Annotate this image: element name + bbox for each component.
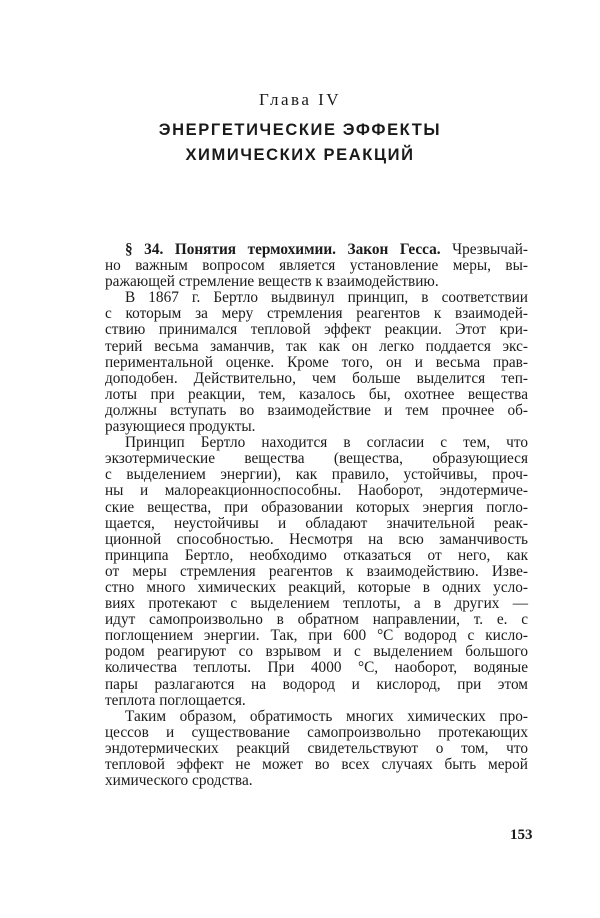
text-line: цессов и существование самопроизвольно протекающих [105, 723, 528, 741]
text-line: В 1867 г. Бертло выдвинул принцип, в соответствии [125, 289, 528, 307]
text-line: ционной способностью. Несмотря на всю заманчивость [105, 530, 528, 548]
text-line: родом реагируют со взрывом и с выделением большого [105, 643, 528, 661]
text-line: щается, неустойчивы и обладают значительной реак- [105, 514, 528, 532]
text-line: терий весьма заманчив, так как он легко поддается экс- [105, 337, 528, 355]
text-line: количества теплоты. При 4000 °С, наоборот, водяные [105, 659, 528, 677]
text-line: периментальной оценке. Кроме того, он и весьма прав- [105, 353, 528, 371]
chapter-label: Глава IV [258, 90, 342, 109]
chapter-title-line-2: ХИМИЧЕСКИХ РЕАКЦИЙ [185, 146, 415, 164]
text-line: лоты при реакции, тем, казалось бы, охотнее вещества [105, 385, 528, 403]
paragraph [105, 435, 528, 709]
text-line: доподобен. Действительно, чем больше выделится теп- [105, 369, 528, 387]
text-line: эндотермических реакций свидетельствуют о том, что [105, 739, 528, 757]
text-line [105, 242, 528, 258]
text-line: пары разлагаются на водород и кислород, при этом [105, 675, 528, 693]
body-text [105, 242, 528, 789]
text-line: ствию принимался тепловой эффект реакции. Этот кри- [105, 321, 528, 339]
text-line: от меры стремления реагентов к взаимодействию. Изве- [105, 562, 528, 580]
section-heading: § 34. Понятия термохимии. Закон Гесса. [125, 241, 441, 258]
text-line: ские вещества, при образовании которых энергия погло- [105, 498, 528, 516]
page-number: 153 [510, 827, 533, 843]
paragraph [105, 290, 528, 435]
text-line: ны и малореакционноспособны. Наоборот, эндотермиче- [105, 482, 528, 500]
text-line: химического сродства. [105, 772, 253, 790]
text-line: Таким образом, обратимость многих химических про- [125, 707, 528, 725]
text-line: с выделением энергии), как правило, устойчивы, проч- [105, 466, 528, 484]
paragraph [105, 242, 528, 290]
text-line: ражающей стремление веществ к взаимодействию. [105, 273, 439, 291]
text-line: разующиеся продукты. [105, 418, 256, 436]
chapter-title-line-1: ЭНЕРГЕТИЧЕСКИЕ ЭФФЕКТЫ [158, 121, 442, 139]
text-line: теплота поглощается. [105, 691, 246, 709]
text-line: должны вступать во взаимодействие и тем прочнее об- [105, 401, 528, 419]
text-line: тепловой эффект не может во всех случаях быть мерой [105, 756, 528, 773]
text-line: с которым за меру стремления реагентов к взаимодей- [105, 305, 528, 323]
text-line: Принцип Бертло находится в согласии с тем, что [125, 434, 528, 452]
text-line: поглощением энергии. Так, при 600 °С водород с кисло- [105, 627, 528, 645]
paragraph [105, 709, 528, 789]
text-line: идут самопроизвольно в обратном направлении, т. е. с [105, 611, 528, 629]
text-line: стно много химических реакций, которые в одних усло- [105, 578, 528, 596]
line-text: Чрезвычай- [452, 241, 529, 258]
text-line: виях протекают с выделением теплоты, а в других — [105, 595, 528, 613]
text-line: но важным вопросом является установление меры, вы- [105, 257, 528, 275]
text-line: экзотермические вещества (вещества, образующиеся [105, 450, 528, 468]
text-line: принципа Бертло, необходимо отказаться от него, как [105, 546, 528, 564]
